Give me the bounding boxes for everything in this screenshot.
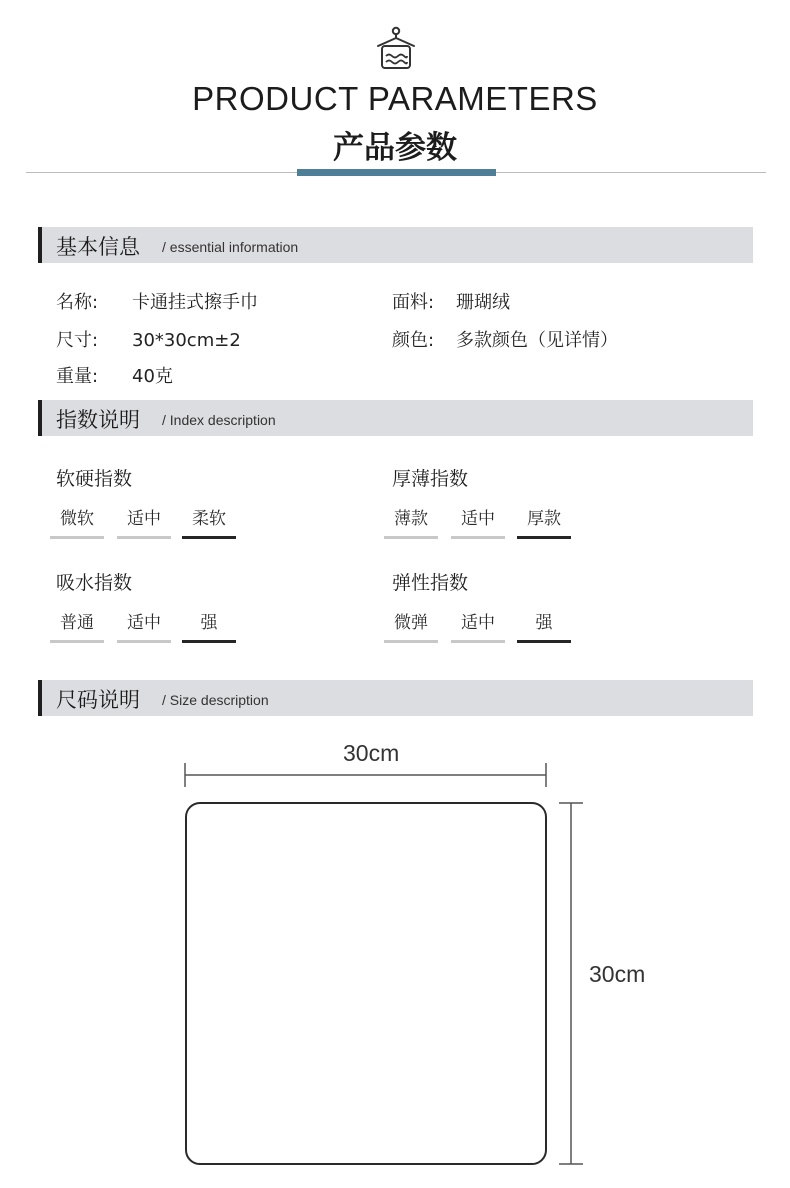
section-title-cn: 尺码说明: [56, 688, 140, 712]
section-title-en: / essential information: [162, 239, 299, 255]
towel-outline: [186, 803, 546, 1164]
info-label: 重量:: [56, 366, 99, 387]
index-option: 强: [517, 608, 571, 635]
info-label: 名称:: [56, 292, 99, 313]
index-option: 适中: [451, 608, 505, 635]
index-option: 微弹: [384, 608, 438, 635]
index-title-elasticity: 弹性指数: [392, 572, 469, 594]
info-value: 30*30cm±2: [132, 330, 241, 351]
index-title-absorbency: 吸水指数: [56, 572, 133, 594]
index-option: 适中: [117, 608, 171, 635]
width-dimension-label: 30cm: [343, 740, 400, 766]
section-title-en: / Size description: [162, 692, 269, 708]
section-title-en: / Index description: [162, 412, 276, 428]
info-value: 多款颜色（见详情）: [456, 330, 618, 351]
width-dimension-line: [185, 763, 546, 787]
page-title-cn: 产品参数: [333, 130, 457, 166]
height-dimension-line: [559, 803, 583, 1164]
index-option: 厚款: [517, 504, 571, 531]
info-label: 颜色:: [392, 330, 435, 351]
index-option: 柔软: [182, 504, 236, 531]
info-value: 卡通挂式擦手巾: [132, 292, 258, 313]
section-title-cn: 基本信息: [56, 235, 140, 259]
index-option: 普通: [50, 608, 104, 635]
index-title-thickness: 厚薄指数: [392, 468, 469, 490]
section-title-cn: 指数说明: [56, 408, 140, 432]
height-dimension-label: 30cm: [589, 961, 646, 987]
index-option: 适中: [451, 504, 505, 531]
index-option: 适中: [117, 504, 171, 531]
info-label: 尺寸:: [56, 330, 99, 351]
info-value: 珊瑚绒: [456, 292, 510, 313]
index-option: 强: [182, 608, 236, 635]
index-title-softness: 软硬指数: [56, 468, 133, 490]
info-value: 40克: [132, 366, 173, 387]
index-option: 薄款: [384, 504, 438, 531]
index-option: 微软: [50, 504, 104, 531]
info-label: 面料:: [392, 292, 435, 313]
page-title-en: PRODUCT PARAMETERS: [192, 80, 598, 117]
